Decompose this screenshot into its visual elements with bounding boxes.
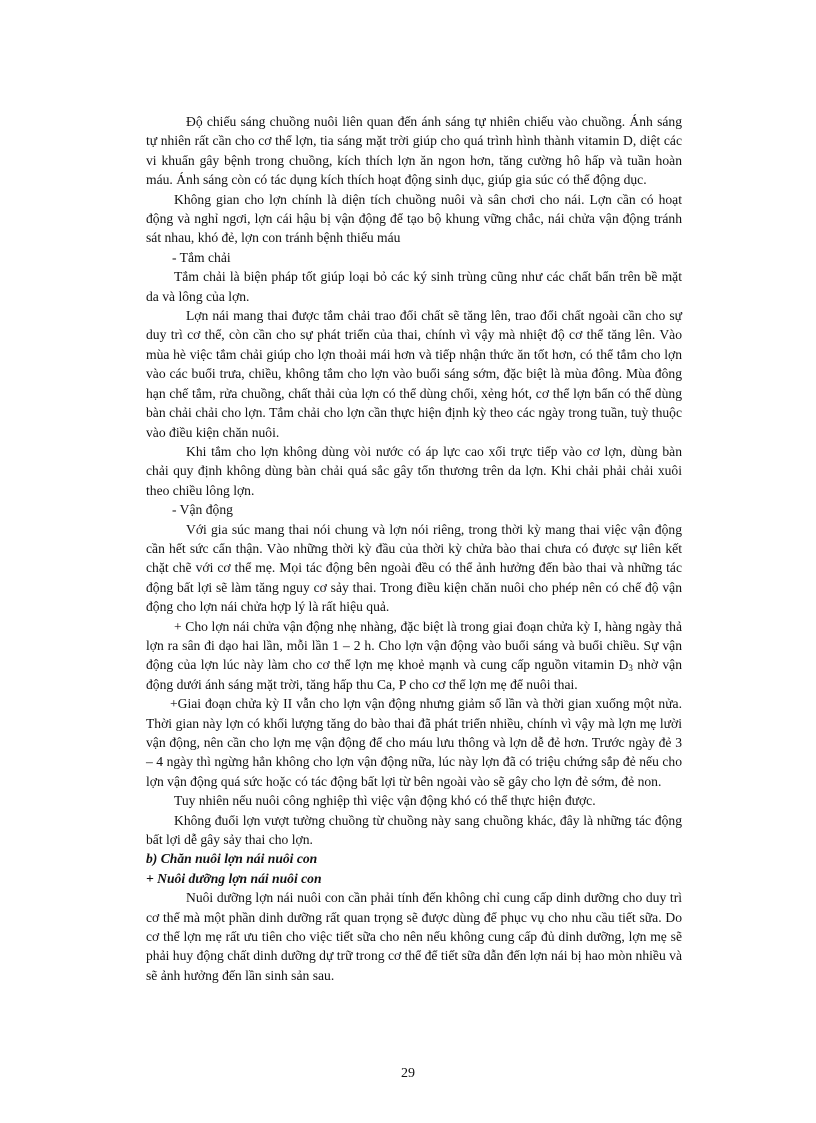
stage-one-text-end: nhờ vận động dưới ánh sáng mặt trời, tăng hấp thu Ca, P cho cơ thể lợn mẹ để nuôi thai. [146,657,682,692]
subheading-bathing: - Tắm chải [172,249,231,265]
paragraph-bathing-method: Khi tắm cho lợn không dùng vòi nước có áp lực cao xối trực tiếp vào cơ lợn, dùng bàn chải quy định không dùng bàn chải quá sắc gây tổn thương trên da lợn. Khi chải phải chải xuôi theo chiều lông lợn. [146,443,682,498]
paragraph-exercise-stage-one [146,617,682,695]
stage-one-text: + Cho lợn nái chửa vận động nhẹ nhàng, đặc biệt là trong giai đoạn chửa kỳ I, hàng ngày thả lợn ra sân đi dạo hai lần, mỗi lần 1 – 2 h. Cho lợn vận động vào buổi sáng và buổi chiều. Sự vận động của lợn lúc này làm cho cơ thể lợn mẹ khoẻ mạnh và cung cấp nguồn vitamin D [146,618,682,673]
paragraph-exercise-stage-two: +Giai đoạn chửa kỳ II vẫn cho lợn vận động nhưng giảm số lần và thời gian xuống một nửa. Thời gian này lợn có khối lượng tăng do bào thai đã phát triển nhiều, chính vì vậy mà lợn mẹ lười vận động, nên cần cho lợn mẹ vận động để cho máu lưu thông và lợn dễ đẻ hơn. Trước ngày đẻ 3 – 4 ngày thì ngừng hẳn không cho lợn vận động nữa, lúc này lợn đã có triệu chứng sắp đẻ nếu cho lợn vận động quá sức hoặc có tác động bất lợi từ bên ngoài vào sẽ gây cho lợn đẻ sớm, đẻ non. [146,696,682,789]
paragraph-bathing-intro: Tắm chải là biện pháp tốt giúp loại bỏ các ký sinh trùng cũng như các chất bẩn trên bề mặt da và lông của lợn. [146,269,682,304]
section-heading-lactating: b) Chăn nuôi lợn nái nuôi con [146,851,318,867]
document-body [146,112,682,985]
subheading-exercise: - Vận động [172,502,233,518]
paragraph-exercise-intro: Với gia súc mang thai nói chung và lợn nói riêng, trong thời kỳ mang thai việc vận động cần hết sức cẩn thận. Vào những thời kỳ đầu của thời kỳ chửa bào thai chưa có được sự liên kết chặt chẽ với cơ thể mẹ. Mọi tác động bên ngoài đều có thể ảnh hưởng đến bào thai và những tác động bất lợi sẽ làm tăng nguy cơ sảy thai. Trong điều kiện chăn nuôi cho phép nên có chế độ vận động cho lợn nái chửa hợp lý là rất hiệu quả. [146,521,682,615]
paragraph-industrial: Tuy nhiên nếu nuôi công nghiệp thì việc vận động khó có thể thực hiện được. [174,793,596,809]
paragraph-nutrition: Nuôi dưỡng lợn nái nuôi con cần phải tính đến không chỉ cung cấp dinh dưỡng cho duy trì cơ thể mà một phần dinh dưỡng rất quan trọng sẽ được dùng để phục vụ cho nhu cầu tiết sữa. Do cơ thể lợn mẹ rất ưu tiên cho việc tiết sữa cho nên nếu không cung cấp đủ dinh dưỡng, lợn mẹ sẽ phải huy động chất dinh dưỡng dự trữ trong cơ thể để tiết sữa dẫn đến lợn nái bị hao mòn nhiều và sẽ ảnh hưởng đến lần sinh sản sau. [146,890,682,983]
paragraph-no-chasing: Không đuổi lợn vượt tường chuồng từ chuồng này sang chuồng khác, đây là những tác động bất lợi dễ gây sảy thai cho lợn. [146,812,682,848]
subsection-heading-nutrition: + Nuôi dưỡng lợn nái nuôi con [146,870,322,886]
paragraph-space: Không gian cho lợn chính là diện tích chuồng nuôi và sân chơi cho nái. Lợn cần có hoạt động và nghỉ ngơi, lợn cái hậu bị vận động để tạo bộ khung vững chắc, nái chửa vận động tránh sát nhau, khó đẻ, lợn con tránh bệnh thiếu máu [146,191,682,246]
vitamin-subscript: 3 [628,663,633,674]
paragraph-bathing-pregnant: Lợn nái mang thai được tắm chải trao đổi chất sẽ tăng lên, trao đổi chất ngoài cần cho sự duy trì cơ thể, còn cần cho sự phát triển của thai, chính vì vậy mà nhiệt độ cơ thể tăng lên. Vào mùa hè việc tắm chải giúp cho lợn thoải mái hơn và tiếp nhận thức ăn tốt hơn, có thể tắm cho lợn vào các buổi trưa, chiều, không tắm cho lợn vào buổi sáng sớm, đặc biệt là mùa đông. Mùa đông hạn chế tắm, rửa chuồng, chất thải của lợn có thể dùng chổi, xẻng hót, cơ thể lợn bẩn có thể dùng bàn chải chải cho lợn. Tắm chải cho lợn cần thực hiện định kỳ theo các ngày trong tuần, tuỳ thuộc vào điều kiện chăn nuôi. [146,308,682,440]
paragraph-lighting: Độ chiếu sáng chuồng nuôi liên quan đến ánh sáng tự nhiên chiếu vào chuồng. Ánh sáng tự nhiên rất cần cho cơ thể lợn, tia sáng mặt trời giúp cho quá trình hình thành vitamin D, diệt các vi khuẩn gây bệnh trong chuồng, kích thích lợn ăn ngon hơn, tăng cường hô hấp và tuần hoàn máu. Ánh sáng còn có tác dụng kích thích hoạt động sinh dục, giúp gia súc có thể động dục. [146,114,682,188]
page-number: 29 [401,1066,415,1081]
